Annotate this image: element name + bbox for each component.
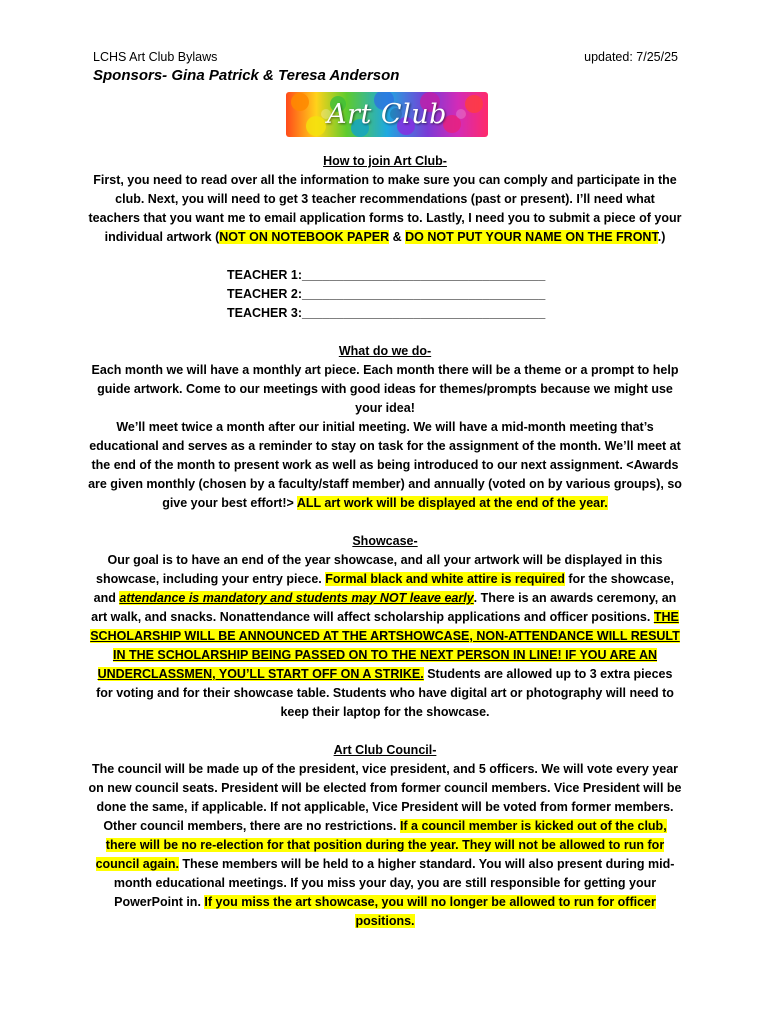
join-title: How to join Art Club- — [323, 154, 447, 168]
teacher-list — [227, 266, 546, 323]
teacher-2-line: TEACHER 2:___________________________________ — [227, 287, 546, 301]
what-paragraph-1: Each month we will have a monthly art piece. Each month there will be a theme or a prompt to help guide artwork. Come to our meetings with good ideas for themes/prompts because we might use your idea! — [91, 363, 679, 415]
showcase-text-1: Our goal is to have an end of the year showcase, and all your artwork will be displayed in this showcase, including your entry piece. — [96, 553, 663, 586]
header-left: LCHS Art Club Bylaws — [93, 50, 218, 64]
council-highlight-kicked: If a council member is kicked out of the club, there will be no re-election for that position during the year. They will not be allowed to run for council again. — [95, 819, 667, 871]
showcase-text-4: Students are allowed up to 3 extra pieces for voting and for their showcase table. Students who have digital art or photography will need to keep their laptop for the showcase. — [96, 667, 674, 719]
logo-title: Art Club — [327, 99, 447, 130]
showcase-text-2: for the showcase, and — [93, 572, 674, 605]
showcase-highlight-attire: Formal black and white attire is required — [325, 572, 565, 586]
art-club-logo — [286, 92, 488, 137]
what-title: What do we do- — [338, 344, 432, 358]
teacher-1-line: TEACHER 1:___________________________________ — [227, 268, 546, 282]
council-text-2: These members will be held to a higher standard. You will also present during mid-month educational meetings. If you miss your day, you are still responsible for getting your PowerPoint in. — [113, 857, 675, 909]
council-highlight-showcase: If you miss the art showcase, you will no longer be allowed to run for officer positions. — [204, 895, 656, 928]
join-text: First, you need to read over all the information to make sure you can comply and participate in the club. Next, you will need to get 3 teacher recommendations (past or present). I’ll need what teachers that you want me to email application forms to. Lastly, I need you to submit a piece of your individual artwork ( — [88, 173, 682, 244]
bylaws-body — [88, 152, 682, 931]
showcase-paragraph — [88, 551, 682, 722]
council-text-1: The council will be made up of the president, vice president, and 5 officers. We will vote every year on new council seats. President will be elected from former council members. Vice President will be done the same, if applicable. If not applicable, Vice President will be voted from former members. Other council members, there are no restrictions. — [88, 762, 682, 833]
what-text: We’ll meet twice a month after our initial meeting. We will have a mid-month meeting that’s educational and serves as a reminder to stay on task for the assignment of the month. We’ll meet at the end of the month to present work as well as being introduced to our next assignment. <Awards are given monthly (chosen by a faculty/staff member) and annually (voted on by various groups), so give your best effort!> — [88, 420, 682, 510]
header-right: updated: 7/25/25 — [584, 50, 678, 64]
teacher-3-line: TEACHER 3:___________________________________ — [227, 306, 546, 320]
showcase-title: Showcase- — [352, 534, 418, 548]
council-paragraph — [88, 760, 682, 931]
join-end: .) — [657, 230, 666, 244]
showcase-text-3: . There is an awards ceremony, an art walk, and snacks. Nonattendance will affect scholarship applications and officer positions. — [91, 591, 677, 624]
council-title: Art Club Council- — [333, 743, 437, 757]
join-highlight-name: DO NOT PUT YOUR NAME ON THE FRONT — [405, 230, 658, 244]
join-amp: & — [389, 230, 406, 244]
what-paragraph-2 — [88, 418, 682, 513]
showcase-highlight-scholarship: THE SCHOLARSHIP WILL BE ANNOUNCED AT THE ARTSHOWCASE, NON-ATTENDANCE WILL RESULT IN THE SCHOLARSHIP BEING PASSED ON TO THE NEXT PERSON IN LINE! IF YOU ARE AN UNDERCLASSMEN, YOU’LL START OFF ON A STRIKE. — [90, 610, 680, 681]
join-highlight-notebook: NOT ON NOTEBOOK PAPER — [219, 230, 390, 244]
sponsors-line: Sponsors- Gina Patrick & Teresa Anderson — [93, 67, 400, 84]
showcase-highlight-attendance: attendance is mandatory and students may NOT leave early — [119, 591, 474, 605]
what-highlight: ALL art work will be displayed at the end of the year. — [296, 496, 608, 510]
join-paragraph — [88, 171, 682, 247]
